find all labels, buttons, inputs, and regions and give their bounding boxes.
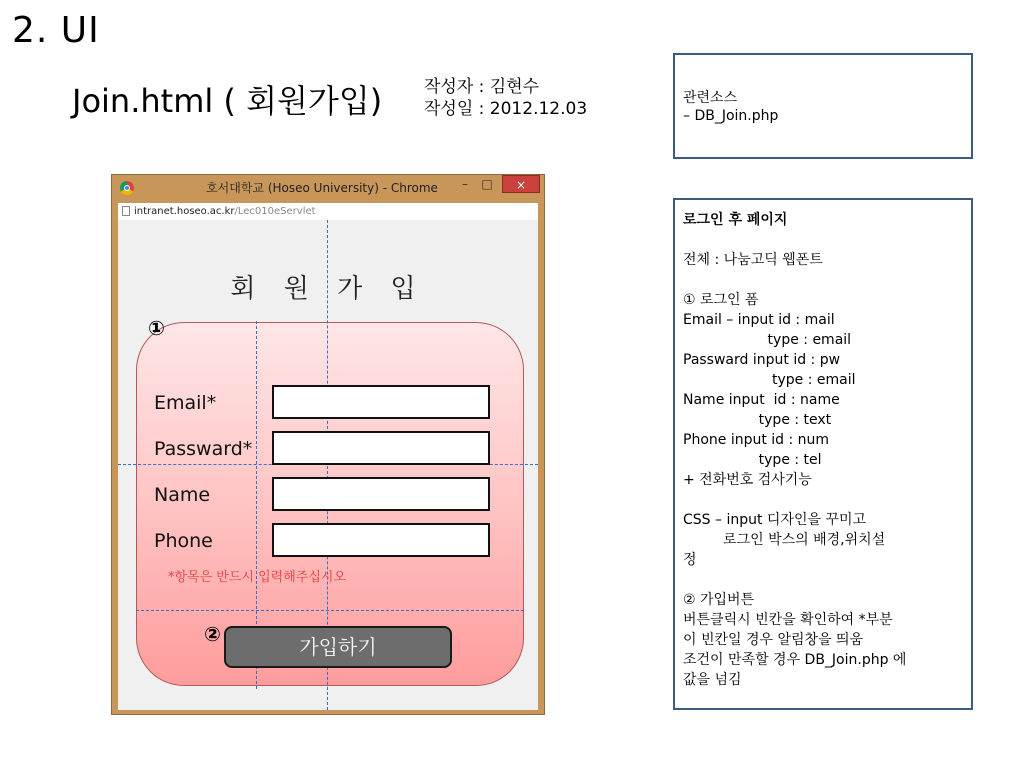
address-bar[interactable] bbox=[118, 203, 538, 220]
notes-section1-line: type : tel bbox=[683, 452, 822, 468]
annotation-marker-2: ② bbox=[204, 622, 221, 646]
notes-section1-line: Passward input id : pw bbox=[683, 352, 841, 368]
spec-notes-box bbox=[673, 198, 973, 710]
notes-section1-line: type : text bbox=[683, 412, 832, 428]
phone-field[interactable] bbox=[272, 523, 490, 557]
notes-section1-line: Name input id : name bbox=[683, 392, 840, 408]
join-submit-button[interactable]: 가입하기 bbox=[224, 626, 452, 668]
url-path: /Lec010eServlet bbox=[234, 206, 316, 217]
password-field[interactable] bbox=[272, 431, 490, 465]
related-source-box bbox=[673, 53, 973, 159]
password-label: Passward* bbox=[154, 438, 253, 460]
maximize-button[interactable]: □ bbox=[481, 177, 493, 191]
minimize-button[interactable]: – bbox=[462, 177, 468, 191]
annotation-marker-1: ① bbox=[148, 316, 165, 340]
notes-section1-line: Phone input id : num bbox=[683, 432, 830, 448]
window-title: 호서대학교 (Hoseo University) - Chrome bbox=[206, 181, 438, 195]
close-button[interactable]: × bbox=[502, 175, 540, 193]
layout-guide-horizontal bbox=[136, 610, 524, 611]
phone-label: Phone bbox=[154, 530, 213, 552]
chrome-logo-icon bbox=[120, 181, 134, 195]
author-line: 작성자 : 김현수 bbox=[424, 77, 540, 97]
notes-section1-line: Email – input id : mail bbox=[683, 312, 835, 328]
browser-titlebar bbox=[112, 175, 544, 201]
name-field[interactable] bbox=[272, 477, 490, 511]
notes-font-line: 전체 : 나눔고딕 웹폰트 bbox=[683, 252, 823, 268]
url-host: intranet.hoseo.ac.kr bbox=[134, 206, 235, 217]
date-line: 작성일 : 2012.12.03 bbox=[424, 99, 588, 119]
notes-section2-line: 버튼클릭시 빈칸을 확인하여 *부분 bbox=[683, 612, 893, 628]
email-label: Email* bbox=[154, 392, 217, 414]
url-text bbox=[134, 203, 316, 220]
slide-title: 2. UI bbox=[12, 10, 100, 51]
notes-section2-line: 값을 넘김 bbox=[683, 672, 742, 688]
notes-css-line: CSS – input 디자인을 꾸미고 bbox=[683, 512, 867, 528]
author-info bbox=[424, 76, 587, 120]
notes-section2-title: ② 가입버튼 bbox=[683, 592, 755, 608]
required-fields-note: *항목은 반드시 입력해주십시오 bbox=[168, 570, 347, 585]
notes-css-line: 로그인 박스의 배경,위치설 bbox=[683, 532, 886, 548]
notes-section1-line: type : email bbox=[683, 332, 852, 348]
browser-window-mockup bbox=[111, 174, 545, 715]
browser-viewport bbox=[118, 220, 538, 710]
email-field[interactable] bbox=[272, 385, 490, 419]
notes-section1-line: + 전화번호 검사기능 bbox=[683, 472, 812, 488]
notes-section1-line: type : email bbox=[683, 372, 856, 388]
page-subtitle: Join.html ( 회원가입) bbox=[72, 82, 383, 120]
page-document-icon bbox=[122, 206, 130, 216]
related-source-item: – DB_Join.php bbox=[683, 108, 779, 124]
name-label: Name bbox=[154, 484, 211, 506]
notes-title: 로그인 후 페이지 bbox=[683, 212, 788, 228]
related-source-heading: 관련소스 bbox=[683, 90, 738, 106]
notes-section2-line: 이 빈칸일 경우 알림창을 띄움 bbox=[683, 632, 864, 648]
notes-css-line: 정 bbox=[683, 552, 697, 568]
notes-section2-line: 조건이 만족할 경우 DB_Join.php 에 bbox=[683, 652, 907, 668]
join-heading: 회 원 가 입 bbox=[230, 274, 426, 304]
notes-section1-title: ① 로그인 폼 bbox=[683, 292, 759, 308]
